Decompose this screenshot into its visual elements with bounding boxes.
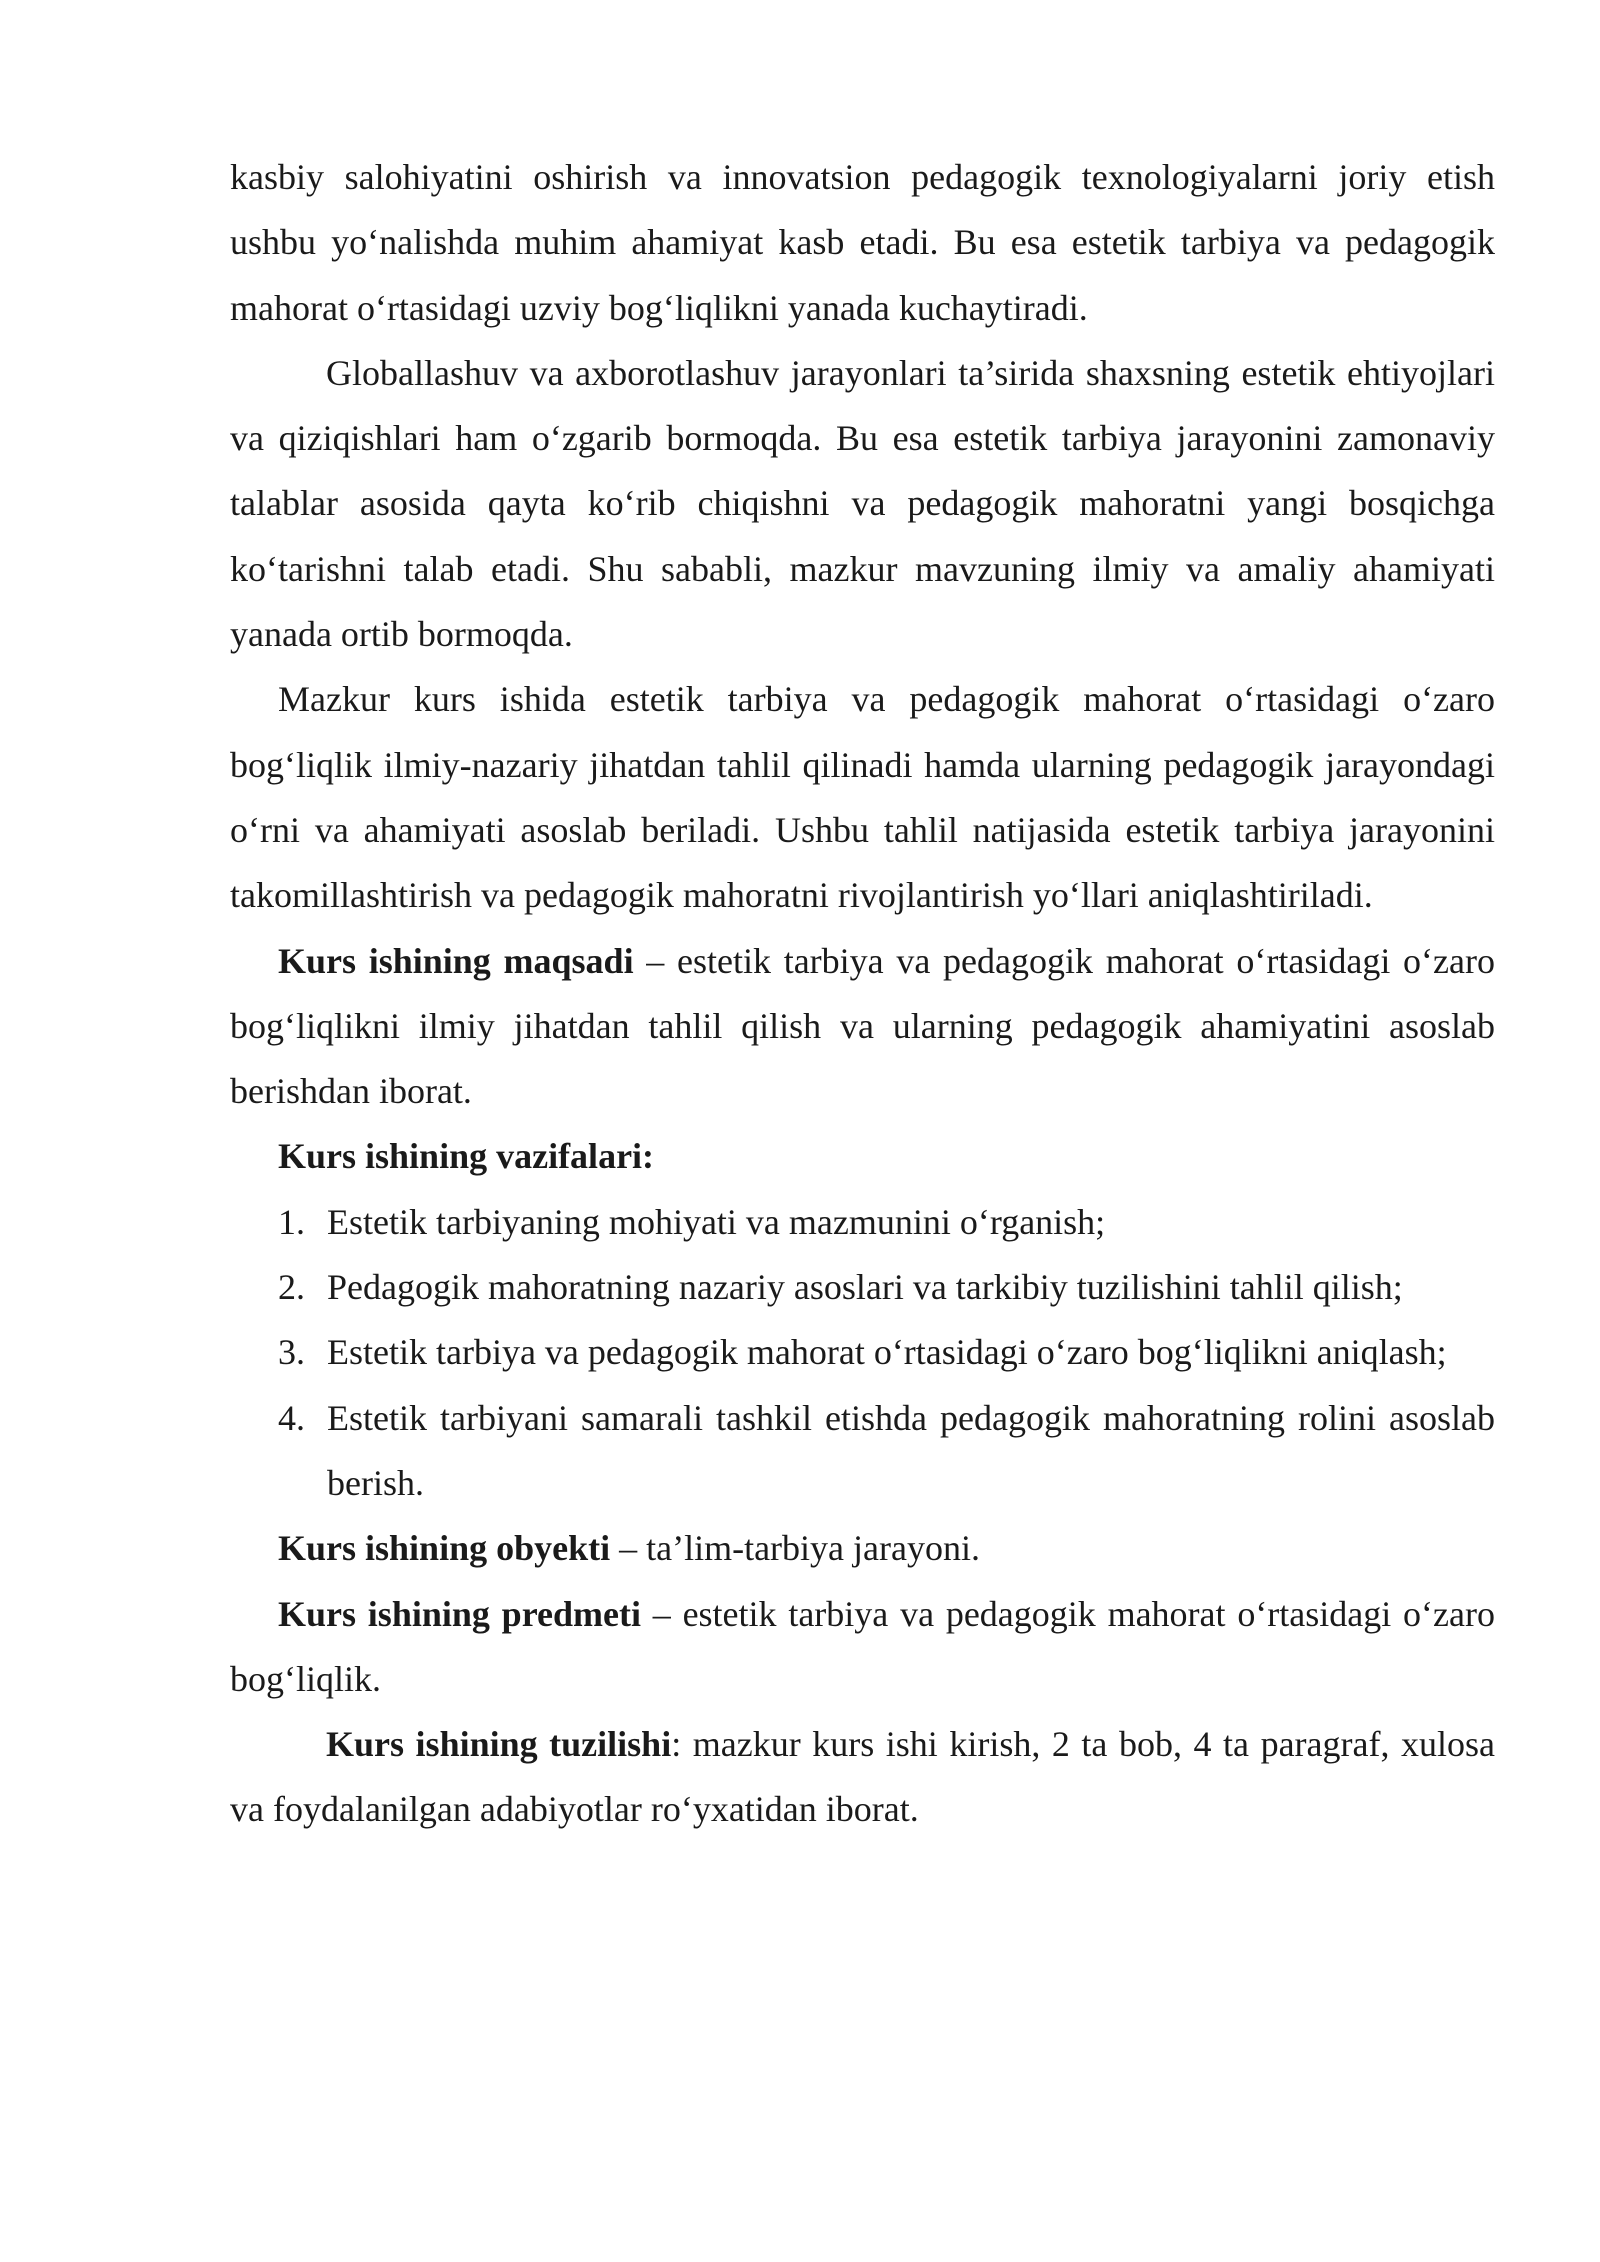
- course-goal-label: Kurs ishining maqsadi: [278, 940, 634, 981]
- paragraph-course-object: [230, 1516, 1495, 1581]
- course-structure-text: : mazkur kurs ishi kirish, 2 ta bob, 4 ta paragraf, xulosa va foydalanilgan adabiyotlar ro‘yxatidan iborat.: [230, 1724, 1495, 1830]
- course-goal-text: – estetik tarbiya va pedagogik mahorat o‘rtasidagi o‘zaro bog‘liqlikni ilmiy jihatdan tahlil qilish va ularning pedagogik ahamiyatini asoslab berishdan iborat.: [230, 940, 1495, 1112]
- task-number: 2.: [278, 1267, 305, 1308]
- paragraph-intro-continuation: kasbiy salohiyatini oshirish va innovatsion pedagogik texnologiyalarni joriy etish ushbu yo‘nalishda muhim ahamiyat kasb etadi. Bu esa estetik tarbiya va pedagogik mahorat o‘rtasidagi uzviy bog‘liqlikni yanada kuchaytiradi.: [230, 157, 1495, 328]
- paragraph-course-scope: Mazkur kurs ishida estetik tarbiya va pedagogik mahorat o‘rtasidagi o‘zaro bog‘liqlik ilmiy-nazariy jihatdan tahlil qilinadi hamda ularning pedagogik jarayondagi o‘rni va ahamiyati asoslab beriladi. Ushbu tahlil natijasida estetik tarbiya jarayonini takomillashtirish va pedagogik mahoratni rivojlantirish yo‘llari aniqlashtiriladi.: [230, 679, 1495, 916]
- task-item: [230, 1255, 1495, 1320]
- task-item: [230, 1386, 1495, 1517]
- task-item: [230, 1320, 1495, 1385]
- tasks-heading: Kurs ishining vazifalari:: [278, 1136, 655, 1177]
- task-text: Estetik tarbiyaning mohiyati va mazmunini o‘rganish;: [327, 1201, 1106, 1242]
- task-item: [230, 1190, 1495, 1255]
- paragraph-globalization: Globallashuv va axborotlashuv jarayonlari ta’sirida shaxsning estetik ehtiyojlari va qiziqishlari ham o‘zgarib bormoqda. Bu esa estetik tarbiya jarayonini zamonaviy talablar asosida qayta ko‘rib chiqishni va pedagogik mahoratni yangi bosqichga ko‘tarishni talab etadi. Shu sababli, mazkur mavzuning ilmiy va amaliy ahamiyati yanada ortib bormoqda.: [230, 352, 1495, 655]
- task-text: Pedagogik mahoratning nazariy asoslari va tarkibiy tuzilishini tahlil qilish;: [327, 1267, 1403, 1308]
- task-number: 1.: [278, 1201, 305, 1242]
- paragraph-course-structure: [230, 1712, 1495, 1843]
- paragraph-course-subject: [230, 1582, 1495, 1713]
- task-text: Estetik tarbiyani samarali tashkil etishda pedagogik mahoratning rolini asoslab berish.: [327, 1397, 1495, 1503]
- task-number: 4.: [278, 1397, 305, 1438]
- tasks-list: [230, 1190, 1495, 1516]
- task-number: 3.: [278, 1332, 305, 1373]
- course-subject-label: Kurs ishining predmeti: [278, 1593, 641, 1634]
- document-page: [230, 145, 1495, 1843]
- task-text: Estetik tarbiya va pedagogik mahorat o‘rtasidagi o‘zaro bog‘liqlikni aniqlash;: [327, 1332, 1447, 1373]
- course-subject-text: – estetik tarbiya va pedagogik mahorat o‘rtasidagi o‘zaro bog‘liqlik.: [230, 1593, 1495, 1699]
- course-object-label: Kurs ishining obyekti: [278, 1528, 611, 1569]
- course-object-text: – ta’lim-tarbiya jarayoni.: [610, 1528, 980, 1569]
- paragraph-course-goal: [230, 929, 1495, 1125]
- course-structure-label: Kurs ishining tuzilishi: [326, 1724, 672, 1765]
